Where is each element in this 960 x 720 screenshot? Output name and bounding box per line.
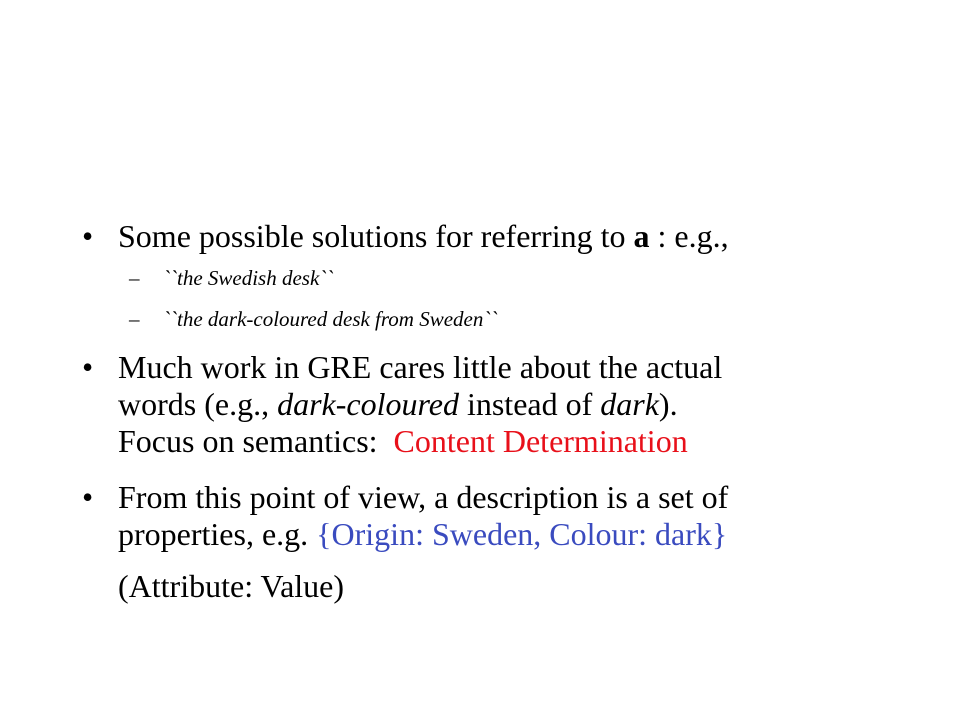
description-line-2-before: properties, e.g.: [118, 516, 317, 552]
gre-line-3-before: Focus on semantics:: [118, 423, 394, 459]
gre-line-3: [118, 423, 688, 460]
sub-dash-marker: –: [129, 266, 140, 290]
solutions-bold-a: a: [633, 218, 650, 254]
sub-text-swedish-desk: ``the Swedish desk``: [163, 266, 334, 290]
properties-set-highlight: {Origin: Sweden, Colour: dark}: [316, 516, 728, 552]
solutions-text-before: Some possible solutions for referring to: [118, 218, 634, 254]
description-line-1: From this point of view, a description is a set of: [118, 479, 729, 515]
bullet-marker: •: [82, 349, 94, 385]
bullet-marker: •: [82, 479, 94, 515]
gre-line-2-before: words (e.g.,: [118, 386, 278, 422]
attribute-value-note: (Attribute: Value): [118, 568, 345, 604]
gre-line-2-mid: instead of: [458, 386, 601, 422]
description-line-2: [118, 516, 727, 553]
gre-italic-dark-coloured: dark-coloured: [277, 386, 459, 422]
gre-line-1: Much work in GRE cares little about the actual: [118, 349, 723, 385]
sub-dash-marker: –: [129, 307, 140, 331]
bullet-text-description: [118, 479, 898, 553]
gre-line-2: [118, 386, 678, 423]
bullet-text-solutions: [118, 218, 898, 255]
solutions-text-after: : e.g.,: [649, 218, 729, 254]
sub-text-dark-coloured-desk: ``the dark-coloured desk from Sweden``: [163, 307, 498, 331]
bullet-marker: •: [82, 218, 94, 254]
content-determination-highlight: Content Determination: [393, 423, 688, 459]
bullet-text-gre-work: [118, 349, 898, 460]
gre-line-2-after: ).: [658, 386, 678, 422]
gre-italic-dark: dark: [600, 386, 659, 422]
